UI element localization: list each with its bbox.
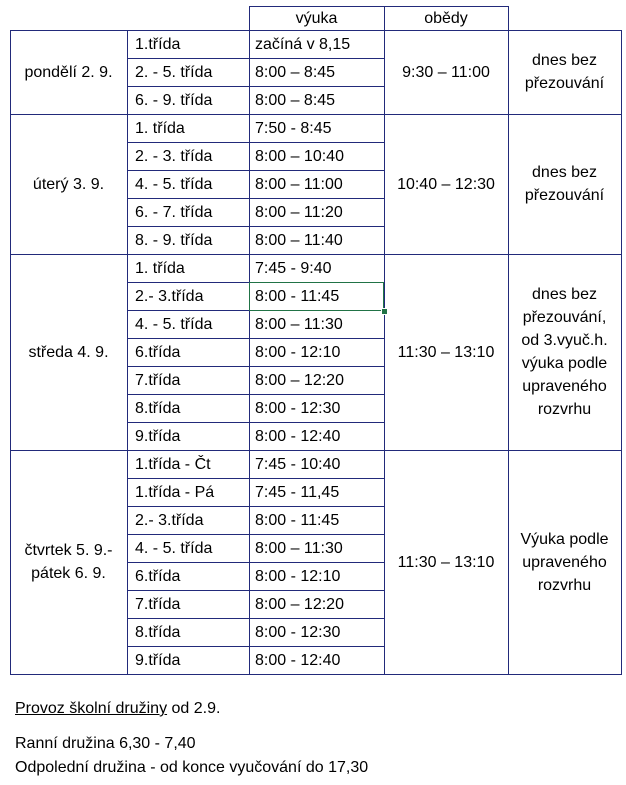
- grid-line: [127, 58, 385, 59]
- grid-line: [127, 226, 385, 227]
- text-line: rozvrhu: [537, 401, 592, 418]
- lesson-time-cell[interactable]: 8:00 – 11:40: [255, 231, 343, 249]
- grid-line: [127, 394, 385, 395]
- text-line: rozvrhu: [537, 576, 592, 594]
- grid-line: [127, 30, 128, 675]
- class-cell[interactable]: 4. - 5. třída: [135, 315, 213, 333]
- grid-line: [127, 506, 385, 507]
- lesson-time-cell[interactable]: 8:00 - 12:40: [255, 651, 341, 669]
- class-cell[interactable]: 1. třída: [135, 259, 185, 277]
- text-line: upraveného: [522, 378, 607, 395]
- grid-line: [127, 142, 385, 143]
- lesson-time-cell[interactable]: 8:00 – 11:30: [255, 315, 343, 333]
- grid-line: [127, 534, 385, 535]
- class-cell[interactable]: 7.třída: [135, 595, 181, 613]
- class-cell[interactable]: 7.třída: [135, 371, 181, 389]
- class-cell[interactable]: 9.třída: [135, 651, 181, 669]
- day-label: [28, 341, 108, 364]
- grid-line: [10, 450, 622, 451]
- day-cell: [10, 114, 127, 254]
- footer-date: od 2.9.: [167, 700, 221, 717]
- class-cell[interactable]: 9.třída: [135, 427, 181, 445]
- grid-line: [10, 254, 622, 255]
- class-cell[interactable]: 2.- 3.třída: [135, 287, 204, 305]
- grid-line: [127, 170, 385, 171]
- class-cell[interactable]: 8.třída: [135, 623, 181, 641]
- grid-line: [127, 366, 385, 367]
- day-label: [33, 173, 104, 196]
- text-line: upraveného: [522, 553, 607, 571]
- class-cell[interactable]: 1.třída - Pá: [135, 483, 215, 501]
- lesson-time-cell[interactable]: 8:00 – 8:45: [255, 63, 336, 81]
- class-cell[interactable]: 2. - 5. třída: [135, 63, 213, 81]
- day-label: [24, 539, 112, 585]
- grid-line: [10, 30, 622, 31]
- day-label: [24, 61, 112, 84]
- note-text: [525, 49, 604, 95]
- day-cell: [10, 30, 127, 114]
- grid-line: [508, 6, 509, 31]
- header-vyuka: výuka: [295, 9, 338, 27]
- note-text: [525, 161, 604, 207]
- class-cell[interactable]: 1. třída: [135, 119, 185, 137]
- text-line: Výuka podle: [520, 530, 609, 548]
- lesson-time-cell[interactable]: 7:45 - 10:40: [255, 455, 341, 473]
- lesson-time-cell[interactable]: 7:50 - 8:45: [255, 119, 332, 137]
- text-line: přezouvání,: [522, 309, 607, 326]
- grid-line: [249, 6, 509, 7]
- fill-handle[interactable]: [381, 308, 388, 315]
- lunch-cell[interactable]: 9:30 – 11:00: [402, 63, 490, 81]
- class-cell[interactable]: 1.třída: [135, 35, 181, 53]
- lesson-time-cell[interactable]: 8:00 – 12:20: [255, 371, 344, 389]
- grid-line: [249, 30, 250, 675]
- lesson-time-cell[interactable]: 8:00 – 8:45: [255, 91, 336, 109]
- lunch-cell[interactable]: 11:30 – 13:10: [397, 343, 495, 361]
- lesson-time-cell[interactable]: 8:00 - 12:10: [255, 343, 341, 361]
- class-cell[interactable]: 4. - 5. třída: [135, 175, 213, 193]
- grid-line: [508, 30, 509, 675]
- grid-line: [10, 30, 11, 675]
- class-cell[interactable]: 4. - 5. třída: [135, 539, 213, 557]
- lesson-time-cell[interactable]: 8:00 – 11:00: [255, 175, 343, 193]
- lesson-time-cell[interactable]: 8:00 - 12:40: [255, 427, 341, 445]
- note-cell[interactable]: [508, 30, 621, 114]
- class-cell[interactable]: 6. - 9. třída: [135, 91, 213, 109]
- class-cell[interactable]: 6.třída: [135, 343, 181, 361]
- lesson-time-cell[interactable]: 8:00 - 11:45: [255, 287, 340, 305]
- lunch-cell[interactable]: 10:40 – 12:30: [397, 175, 495, 193]
- class-cell[interactable]: 6. - 7. třída: [135, 203, 213, 221]
- text-line: výuka podle: [521, 355, 608, 372]
- lesson-time-cell[interactable]: 8:00 - 11:45: [255, 511, 340, 529]
- text-line: pondělí 2. 9.: [24, 63, 113, 81]
- class-cell[interactable]: 8.třída: [135, 399, 181, 417]
- header-obedy: obědy: [424, 9, 468, 27]
- text-line: přezouvání: [524, 187, 605, 204]
- class-cell[interactable]: 8. - 9. třída: [135, 231, 213, 249]
- grid-line: [127, 338, 385, 339]
- class-cell[interactable]: 1.třída - Čt: [135, 455, 211, 473]
- grid-line: [127, 646, 385, 647]
- footer-line-1: [15, 700, 220, 718]
- class-cell[interactable]: 6.třída: [135, 567, 181, 585]
- grid-line: [621, 30, 622, 675]
- lesson-time-cell[interactable]: 7:45 - 11,45: [255, 483, 340, 501]
- grid-line: [10, 114, 622, 115]
- note-cell[interactable]: [508, 254, 621, 450]
- text-line: dnes bez: [532, 164, 597, 181]
- day-cell: [10, 450, 127, 674]
- note-text: [521, 283, 607, 421]
- lesson-time-cell[interactable]: 8:00 – 11:20: [255, 203, 343, 221]
- note-cell[interactable]: [508, 450, 621, 674]
- grid-line: [249, 6, 250, 31]
- footer-line-2: Ranní družina 6,30 - 7,40: [15, 735, 196, 752]
- class-cell[interactable]: 2. - 3. třída: [135, 147, 213, 165]
- note-cell[interactable]: [508, 114, 621, 254]
- lesson-time-cell[interactable]: 8:00 - 12:10: [255, 567, 341, 585]
- lesson-time-cell[interactable]: 8:00 – 10:40: [255, 147, 344, 165]
- grid-line: [127, 478, 385, 479]
- grid-line: [127, 618, 385, 619]
- grid-line: [384, 6, 385, 31]
- day-cell: [10, 254, 127, 450]
- class-cell[interactable]: 2.- 3.třída: [135, 511, 204, 529]
- note-text: [520, 528, 608, 597]
- grid-line: [127, 198, 385, 199]
- grid-line: [127, 422, 385, 423]
- text-line: přezouvání: [524, 75, 605, 92]
- lesson-time-cell[interactable]: 8:00 - 12:30: [255, 623, 341, 641]
- text-line: pátek 6. 9.: [31, 565, 106, 582]
- lesson-time-cell[interactable]: 8:00 – 11:30: [255, 539, 343, 557]
- grid-line: [10, 674, 622, 675]
- lesson-time-cell[interactable]: 7:45 - 9:40: [255, 259, 332, 277]
- lesson-time-cell[interactable]: 8:00 - 12:30: [255, 399, 341, 417]
- grid-line: [384, 30, 385, 675]
- lunch-cell[interactable]: 11:30 – 13:10: [397, 553, 495, 571]
- text-line: dnes bez: [532, 286, 597, 303]
- text-line: od 3.vyuč.h.: [521, 332, 608, 349]
- lesson-time-cell[interactable]: 8:00 – 12:20: [255, 595, 344, 613]
- text-line: čtvrtek 5. 9.-: [24, 542, 113, 559]
- text-line: středa 4. 9.: [28, 343, 109, 361]
- text-line: úterý 3. 9.: [32, 175, 105, 193]
- text-line: dnes bez: [532, 52, 597, 69]
- footer-line-3: Odpolední družina - od konce vyučování do 17,30: [15, 759, 369, 776]
- selected-cell-border[interactable]: [249, 282, 384, 311]
- lesson-time-cell[interactable]: začíná v 8,15: [255, 35, 351, 53]
- grid-line: [127, 590, 385, 591]
- grid-line: [127, 562, 385, 563]
- footer-heading: Provoz školní družiny: [15, 700, 168, 717]
- grid-line: [127, 86, 385, 87]
